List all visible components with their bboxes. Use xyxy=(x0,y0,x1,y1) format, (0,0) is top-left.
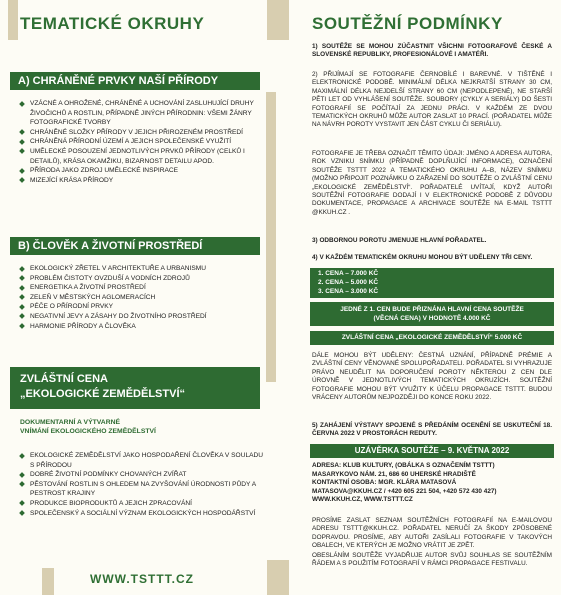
diamond-bullet-icon xyxy=(19,453,25,459)
list-item: DOBRÉ ŽIVOTNÍ PODMÍNKY CHOVANÝCH ZVÍŘAT xyxy=(18,470,264,480)
list-item: VZÁCNÉ A OHROŽENÉ, CHRÁNĚNÉ A UCHOVÁNÍ ZASLUHUJÍCÍ DRUHY ŽIVOČICHŮ A ROSTLIN, PŘÍPADNĚ JINÝCH PŘÍRODNIN: VŠEMI ŽÁNRY FOTOGRAFICKÉ TVORBY xyxy=(18,99,264,128)
diamond-bullet-icon xyxy=(19,275,25,281)
left-column xyxy=(0,0,276,595)
diamond-bullet-icon xyxy=(19,129,25,135)
note-consent: OBESLÁNÍM SOUTĚŽE VYJADŘUJE AUTOR SVŮJ SOUHLAS SE SOUTĚŽNÍM ŘÁDEM A S POUŽITÍM FOTOGRAFIÍ V RÁMCI PROPAGACE FESTIVALU. xyxy=(312,552,552,568)
diamond-bullet-icon xyxy=(19,149,25,155)
list-item: SPOLEČENSKÝ A SOCIÁLNÍ VÝZNAM EKOLOGICKÝCH HOSPODÁŘSTVÍ xyxy=(18,509,264,519)
special-list xyxy=(18,451,264,518)
diamond-bullet-icon xyxy=(19,294,25,300)
diamond-bullet-icon xyxy=(19,501,25,507)
list-item: UMĚLECKÉ POSOUZENÍ JEDNOTLIVÝCH PRVKŮ PŘÍRODY (CELKŮ I DETAILŮ), KRÁSA OKAMŽIKU, BIZARNOST DETAILU APOD. xyxy=(18,147,264,166)
diamond-bullet-icon xyxy=(19,510,25,516)
condition-labels: FOTOGRAFIE JE TŘEBA OZNAČIT TĚMITO ÚDAJI: JMÉNO A ADRESA AUTORA, ROK VZNIKU SNÍMKU (PŘÍPADNĚ DOPLŇUJÍCÍ INFORMACE), OZNAČENÍ SOUTĚŽE TSTTT 2022 A TEMATICKÉHO OKRUHU A–B, NÁZEV SNÍMKU (MOŽNO PŘIPOJIT POZNÁMKU O ZAŘAZENÍ DO SOUTĚŽE O ZVLÁŠTNÍ CENU „EKOLOGICKÉ ZEMĚDĚLSTVÍ“. POŘADATELÉ UVÍTAJÍ, KDYŽ AUTOŘI SOUTĚŽNÍ FOTOGRAFIE DODAJÍ I V ELEKTRONICKÉ PODOBĚ Z DŮVODU DOKUMENTACE, PROPAGACE A ARCHIVACE SOUTĚŽE NA E-MAIL TSTTT @KKUH.CZ . xyxy=(312,150,552,216)
right-column xyxy=(294,0,561,595)
list-item: PŘÍRODA JAKO ZDROJ UMĚLECKÉ INSPIRACE xyxy=(18,166,264,176)
section-b-bar: B) ČLOVĚK A ŽIVOTNÍ PROSTŘEDÍ xyxy=(10,237,260,255)
prize-1: 1. CENA – 7.000 KČ xyxy=(318,270,379,277)
list-item: CHRÁNĚNÁ PŘÍRODNÍ ÚZEMÍ A JEJICH SPOLEČENSKÉ VYUŽITÍ xyxy=(18,137,264,147)
prize-3: 3. CENA – 3.000 KČ xyxy=(318,288,379,295)
list-item: PĚSTOVÁNÍ ROSTLIN S OHLEDEM NA ZVYŠOVÁNÍ ÚRODNOSTI PŮDY A PESTROST KRAJINY xyxy=(18,480,264,499)
left-title: TEMATICKÉ OKRUHY xyxy=(20,14,205,33)
diamond-bullet-icon xyxy=(19,177,25,183)
condition-2: 2) PŘIJÍMAJÍ SE FOTOGRAFIE ČERNOBÍLÉ I BAREVNÉ. V TIŠTĚNÉ I ELEKTRONICKÉ PODOBĚ. MINIMÁLNÍ DÉLKA NEJKRATŠÍ STRANY 30 CM, MAXIMÁLNÍ DÉLKA NEJDELŠÍ STRANY 60 CM (NEPODLEPENÉ), NE STARŠÍ PĚTI LET OD VYHLÁŠENÍ SOUTĚŽE. SOUBORY (CYKLY A SERIÁLY) DO ŠESTI FOTOGRAFIÍ SE POČÍTAJÍ ZA JEDNU PRÁCI. V KAŽDÉM ZE DVOU TEMATICKÝCH OKRUHŮ MŮŽE AUTOR ZASLAT 10 PRACÍ. (POŘADATEL MŮŽE NA NÁVRH POROTY VYSTAVIT JEN ČÁST CYKLU ČI SERIÁLU). xyxy=(312,71,552,129)
condition-awards: DÁLE MOHOU BÝT UDĚLENY: ČESTNÁ UZNÁNÍ, PŘÍPADNĚ PRÉMIE A ZVLÁŠTNÍ CENY VĚNOVANÉ SPOLUPOŘADATELI. POŘADATEL SI VYHRAZUJE PRÁVO NEUDĚLIT NA DOPORUČENÍ POROTY NĚKTEROU Z CEN DLE ÚROVNĚ V JEDNOTLIVÝCH TEMATICKÝCH OKRUZÍCH. SOUTĚŽNÍ FOTOGRAFIE MOHOU BÝT VYUŽITY K ÚČELU PROPAGACE TSTTT. BUDOU VRÁCENY AUTORŮM NEJPOZDĚJI DO KONCE ROKU 2022. xyxy=(312,352,552,402)
diamond-bullet-icon xyxy=(19,285,25,291)
diamond-bullet-icon xyxy=(19,266,25,272)
list-item: CHRÁNĚNÉ SLOŽKY PŘÍRODY V JEJICH PŘIROZENÉM PROSTŘEDÍ xyxy=(18,128,264,138)
special-prize-bar: ZVLÁŠTNÍ CENA „EKOLOGICKÉ ZEMĚDĚLSTVÍ“ 5.000 KČ xyxy=(310,331,554,345)
diamond-bullet-icon xyxy=(19,472,25,478)
list-item: PÉČE O PŘÍRODNÍ PRVKY xyxy=(18,302,264,312)
special-prize-box xyxy=(10,367,260,409)
website-link[interactable]: WWW.TSTTT.CZ xyxy=(90,572,194,586)
diamond-bullet-icon xyxy=(19,481,25,487)
section-a-bar: A) CHRÁNĚNÉ PRVKY NAŠÍ PŘÍRODY xyxy=(10,72,260,90)
list-item: EKOLOGICKÉ ZEMĚDĚLSTVÍ JAKO HOSPODAŘENÍ ČLOVĚKA V SOULADU S PŘÍRODOU xyxy=(18,451,264,470)
special-title-line2: „EKOLOGICKÉ ZEMĚDĚLSTVÍ“ xyxy=(20,388,186,400)
condition-1: 1) SOUTĚŽE SE MOHOU ZÚČASTNIT VŠICHNI FOTOGRAFOVÉ ČESKÉ A SLOVENSKÉ REPUBLIKY, PROFESIONÁLOVÉ I AMATÉŘI. xyxy=(312,43,552,59)
section-a-list xyxy=(18,99,264,185)
prize-2: 2. CENA – 5.000 KČ xyxy=(318,279,379,286)
special-title-line1: ZVLÁŠTNÍ CENA xyxy=(20,373,108,385)
diamond-bullet-icon xyxy=(19,168,25,174)
diamond-bullet-icon xyxy=(19,314,25,320)
list-item: EKOLOGICKÝ ZŘETEL V ARCHITEKTUŘE A URBANISMU xyxy=(18,264,264,274)
diamond-bullet-icon xyxy=(19,323,25,329)
list-item: PRODUKCE BIOPRODUKTŮ A JEJICH ZPRACOVÁNÍ xyxy=(18,499,264,509)
list-item: ZELEŇ V MĚSTSKÝCH AGLOMERACÍCH xyxy=(18,293,264,303)
list-item: NEGATIVNÍ JEVY A ZÁSAHY DO ŽIVOTNÍHO PROSTŘEDÍ xyxy=(18,312,264,322)
note-list: PROSÍME ZASLAT SEZNAM SOUTĚŽNÍCH FOTOGRAFIÍ NA E-MAILOVOU ADRESU TSTTT@KKUH.CZ. POŘADATEL NERUČÍ ZA ŠKODY ZPŮSOBENÉ DOPRAVOU. PROSÍME, ABY AUTOŘI ZASÍLALI FOTOGRAFIE V TAKOVÝCH OBALECH, VE KTERÝCH JE MOŽNO VRÁTIT JE ZPĚT. xyxy=(312,517,552,550)
address-block: ADRESA: KLUB KULTURY, (OBÁLKA S OZNAČENÍM TSTTT) MASARYKOVO NÁM. 21, 686 60 UHERSKÉ HRADIŠTĚ KONTAKTNÍ OSOBA: MGR. KLÁRA MATASOVÁ MATASOVA@KKUH.CZ / +420 605 221 504, +420 572 430 427) WWW.KKUH.CZ, WWW.TSTTT.CZ xyxy=(312,462,497,504)
list-item: HARMONIE PŘÍRODY A ČLOVĚKA xyxy=(18,322,264,332)
right-title: SOUTĚŽNÍ PODMÍNKY xyxy=(312,14,503,33)
list-item: ENERGETIKA A ŽIVOTNÍ PROSTŘEDÍ xyxy=(18,283,264,293)
special-subtitle: DOKUMENTARNÍ A VÝTVARNÉ VNÍMÁNÍ EKOLOGICKÉHO ZEMĚDĚLSTVÍ xyxy=(20,419,156,435)
condition-5: 5) ZAHÁJENÍ VÝSTAVY SPOJENÉ S PŘEDÁNÍM OCENĚNÍ SE USKUTEČNÍ 18. ČERVNA 2022 V PROSTORÁCH REDUTY. xyxy=(312,422,552,438)
section-b-list xyxy=(18,264,264,331)
condition-4: 4) V KAŽDÉM TEMATICKÉM OKRUHU MOHOU BÝT UDĚLENY TŘI CENY. xyxy=(312,254,533,261)
diamond-bullet-icon xyxy=(19,101,25,107)
diamond-bullet-icon xyxy=(19,304,25,310)
list-item: MIZEJÍCÍ KRÁSA PŘÍRODY xyxy=(18,176,264,186)
list-item: PROBLÉM ČISTOTY OVZDUŠÍ A VODNÍCH ZDROJŮ xyxy=(18,274,264,284)
deadline-bar: UZÁVĚRKA SOUTĚŽE – 9. KVĚTNA 2022 xyxy=(310,444,554,458)
main-prize-box: JEDNÉ Z 1. CEN BUDE PŘIZNÁNA HLAVNÍ CENA SOUTĚŽE (VĚCNÁ CENA) V HODNOTĚ 4.000 KČ xyxy=(310,302,554,326)
condition-3: 3) ODBORNOU POROTU JMENUJE HLAVNÍ POŘADATEL. xyxy=(312,237,487,244)
prizes-box xyxy=(310,268,554,298)
diamond-bullet-icon xyxy=(19,139,25,145)
